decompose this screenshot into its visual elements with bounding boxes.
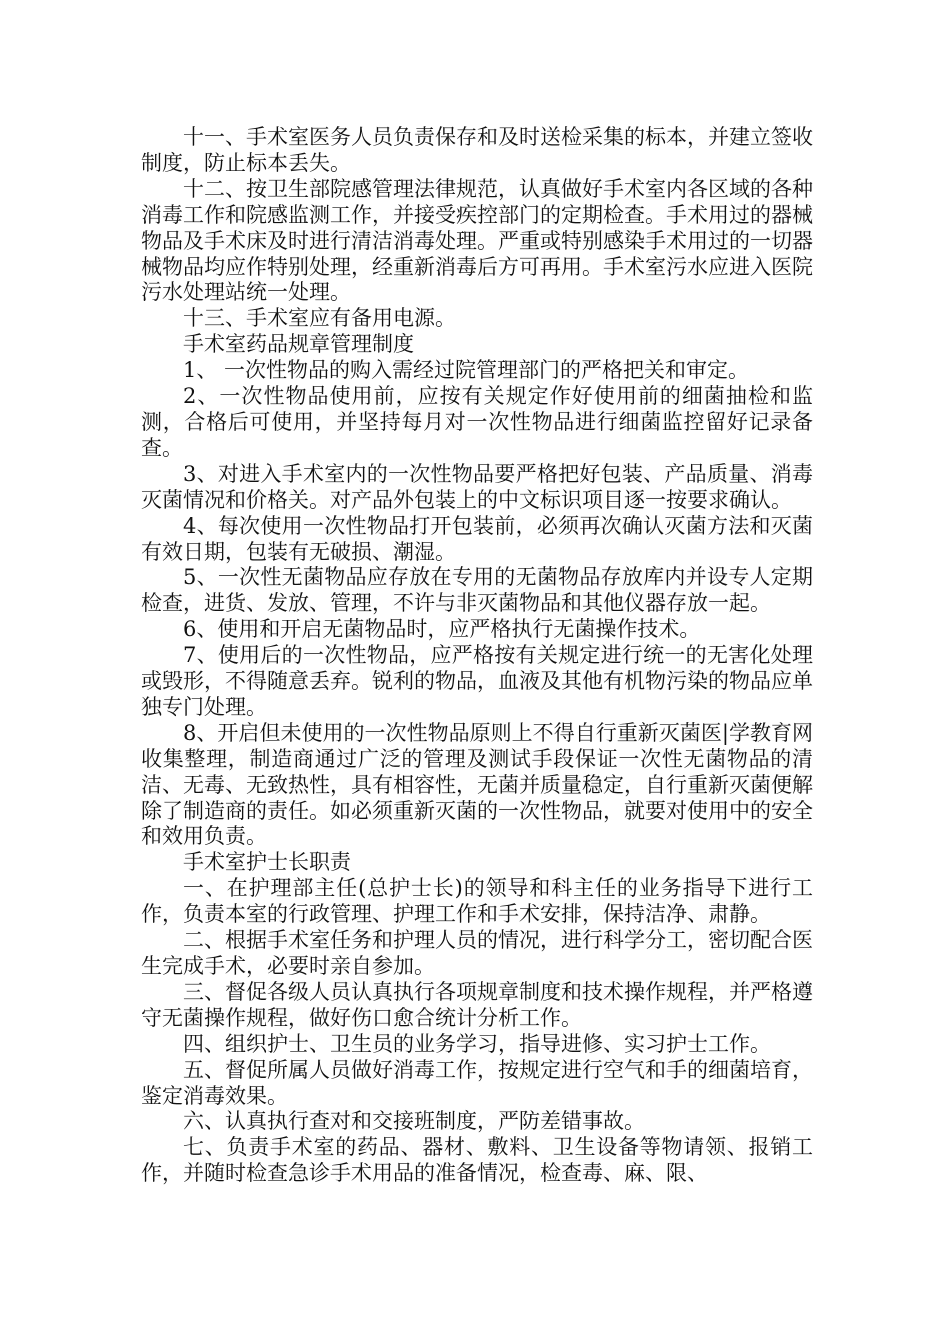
paragraph-12: 十二、按卫生部院感管理法律规范，认真做好手术室内各区域的各种消毒工作和院感监测工作，并接受疾控部门的定期检查。手术用过的器械物品及手术床及时进行清洁消毒处理。严重或特别感染手术用过的一切器械物品均应作特别处理，经重新消毒后方可再用。手术室污水应进入医院污水处理站统一处理。 — [141, 176, 813, 305]
duty-item-6: 六、认真执行查对和交接班制度，严防差错事故。 — [183, 1109, 645, 1134]
duty-item-2: 二、根据手术室任务和护理人员的情况，进行科学分工，密切配合医生完成手术，必要时亲自参加。 — [141, 928, 813, 978]
section-heading-head-nurse: 手术室护士长职责 — [183, 850, 351, 875]
rule-item-4: 4、每次使用一次性物品打开包装前，必须再次确认灭菌方法和灭菌有效日期，包装有无破损、潮湿。 — [141, 513, 813, 564]
rule-item-7: 7、使用后的一次性物品，应严格按有关规定进行统一的无害化处理或毁形，不得随意丢弃。锐利的物品，血液及其他有机物污染的物品应单独专门处理。 — [141, 643, 813, 719]
rule-item-5: 5、一次性无菌物品应存放在专用的无菌物品存放库内并设专人定期检查，进货、发放、管理，不许与非灭菌物品和其他仪器存放一起。 — [141, 565, 813, 616]
duty-item-7: 七、负责手术室的药品、器材、敷料、卫生设备等物请领、报销工作，并随时检查急诊手术用品的准备情况，检查毒、麻、限、 — [141, 1135, 813, 1186]
duty-item-3: 三、督促各级人员认真执行各项规章制度和技术操作规程，并严格遵守无菌操作规程，做好伤口愈合统计分析工作。 — [141, 979, 813, 1030]
rule-item-1: 1、 一次性物品的购入需经过院管理部门的严格把关和审定。 — [183, 358, 750, 383]
duty-item-1: 一、在护理部主任(总护士长)的领导和科主任的业务指导下进行工作，负责本室的行政管理、护理工作和手术安排，保持洁净、肃静。 — [141, 876, 813, 927]
duty-item-4: 四、组织护士、卫生员的业务学习，指导进修、实习护士工作。 — [183, 1031, 771, 1056]
document-body — [141, 125, 813, 1187]
rule-item-3: 3、对进入手术室内的一次性物品要严格把好包装、产品质量、消毒灭菌情况和价格关。对产品外包装上的中文标识项目逐一按要求确认。 — [141, 461, 813, 512]
rule-item-6: 6、使用和开启无菌物品时，应严格执行无菌操作技术。 — [183, 617, 701, 642]
paragraph-13: 十三、手术室应有备用电源。 — [183, 306, 456, 331]
rule-item-2: 2、一次性物品使用前，应按有关规定作好使用前的细菌抽检和监测，合格后可使用，并坚持每月对一次性物品进行细菌监控留好记录备查。 — [141, 384, 813, 460]
paragraph-11: 十一、手术室医务人员负责保存和及时送检采集的标本，并建立签收制度，防止标本丢失。 — [141, 125, 813, 175]
section-heading-drug-rules: 手术室药品规章管理制度 — [183, 332, 414, 357]
rule-item-8: 8、开启但未使用的一次性物品原则上不得自行重新灭菌医|学教育网收集整理，制造商通过广泛的管理及测试手段保证一次性无菌物品的清洁、无毒、无致热性，具有相容性，无菌并质量稳定，自行重新灭菌便解除了制造商的责任。如必须重新灭菌的一次性物品，就要对使用中的安全和效用负责。 — [141, 720, 813, 849]
duty-item-5: 五、督促所属人员做好消毒工作，按规定进行空气和手的细菌培育，鉴定消毒效果。 — [141, 1057, 813, 1108]
